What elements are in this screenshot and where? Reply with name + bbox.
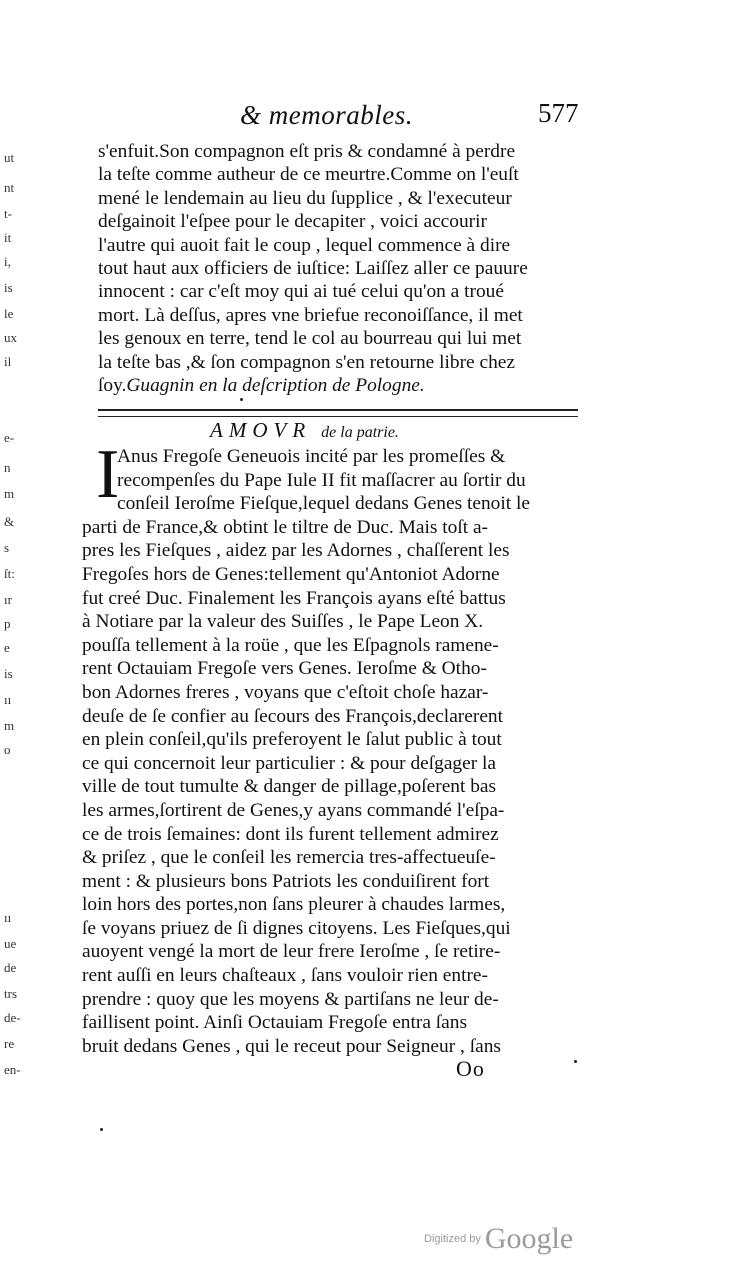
text-line: ſe voyans priuez de ſi dignes citoyens. Les Fieſques,qui: [82, 917, 511, 939]
text-line: fut creé Duc. Finalement les François ayans eſté battus: [82, 587, 506, 609]
text-line: pouſſa tellement à la roüe , que les Eſpagnols ramene-: [82, 634, 499, 656]
margin-fragment: trs: [4, 986, 17, 1001]
text-line: ſoy.Guagnin en la deſcription de Pologne.: [98, 375, 425, 397]
text-line: deſgainoit l'eſpee pour le decapiter , voici accourir: [98, 211, 487, 233]
digitized-watermark: [424, 1222, 573, 1256]
margin-fragment: ıı: [4, 910, 12, 925]
margin-fragment: is: [4, 280, 13, 295]
text-line: & priſez , que le conſeil les remercia tres-affectueuſe-: [82, 847, 496, 869]
text-line: les armes,ſortirent de Genes,y ayans commandé l'eſpa-: [82, 799, 505, 821]
margin-fragment: en-: [4, 1062, 21, 1077]
margin-fragment: n: [4, 460, 11, 475]
margin-fragment: ut: [4, 150, 15, 165]
text-line: rent Octauiam Fregoſe vers Genes. Ieroſme & Otho-: [82, 658, 487, 680]
text-line: l'autre qui auoit fait le coup , lequel commence à dire: [98, 234, 511, 256]
text-line: en plein conſeil,qu'ils preferoyent le ſalut public à tout: [82, 729, 502, 751]
section-title: [210, 418, 399, 443]
section-title-rest: de la patrie.: [321, 424, 399, 441]
drop-cap: I: [96, 436, 120, 513]
text-block-1: [98, 140, 586, 397]
margin-fragment: le: [4, 306, 14, 321]
text-line: ville de tout tumulte & danger de pillage,poſerent bas: [82, 776, 497, 798]
text-line: ment : & plusieurs bons Patriots les conduiſirent fort: [82, 870, 490, 892]
text-line: Fregoſes hors de Genes:tellement qu'Antoniot Adorne: [82, 563, 500, 585]
text-line: auoyent vengé la mort de leur frere Ieroſme , ſe retire-: [82, 941, 501, 963]
text-line: ce de trois ſemaines: dont ils furent tellement admirez: [82, 823, 499, 845]
google-logo: Google: [484, 1222, 574, 1255]
running-head: & memorables.: [240, 100, 413, 130]
margin-fragment: ſt:: [4, 566, 15, 581]
margin-fragment: p: [4, 616, 11, 631]
margin-fragment: de: [4, 960, 17, 975]
margin-fragment: ır: [4, 592, 12, 607]
text-line: s'enfuit.Son compagnon eſt pris & condamné à perdre: [98, 141, 516, 162]
margin-fragment: ue: [4, 936, 17, 951]
margin-fragment: m: [4, 718, 15, 733]
section-title-caps: AMOVR: [210, 418, 312, 442]
text-line: la teſte bas ,& ſon compagnon s'en retourne libre chez: [98, 351, 516, 373]
margin-fragment: e-: [4, 430, 15, 445]
margin-fragment: &: [4, 514, 15, 529]
signature-mark: Oo: [456, 1056, 485, 1081]
text-line: mené le lendemain au lieu du ſupplice , & l'executeur: [98, 187, 512, 209]
text-line: Anus Fregoſe Geneuois incité par les promeſſes &: [117, 446, 506, 467]
page-number: 577: [538, 98, 579, 128]
page-header: [240, 98, 600, 138]
text-line: conſeil Ieroſme Fieſque,lequel dedans Genes tenoit le: [117, 493, 530, 515]
margin-fragment: il: [4, 354, 12, 369]
ink-speck: [100, 1128, 103, 1131]
text-line: loin hors des portes,non ſans pleurer à chaudes larmes,: [82, 894, 506, 916]
text-line: à Notiare par la valeur des Suiſſes , le Pape Leon X.: [82, 611, 484, 633]
margin-fragment: re: [4, 1036, 15, 1051]
margin-fragment: i,: [4, 254, 11, 269]
margin-fragment: ux: [4, 330, 17, 345]
text-line: deuſe de ſe confier au ſecours des François,declarerent: [82, 705, 504, 727]
margin-fragment: nt: [4, 180, 15, 195]
margin-fragment: t-: [4, 206, 12, 221]
margin-fragment: de-: [4, 1010, 21, 1025]
margin-fragment: ıı: [4, 692, 12, 707]
text-line: faillisent point. Ainſi Octauiam Fregoſe entra ſans: [82, 1012, 468, 1034]
section-rule-thin: [98, 416, 578, 417]
text-line: rent auſſi en leurs chaſteaux , ſans vouloir rien entre-: [82, 965, 488, 987]
section-rule: [98, 409, 578, 411]
text-line: ce qui concernoit leur particulier : & pour deſgager la: [82, 752, 497, 774]
text-line: la teſte comme autheur de ce meurtre.Comme on l'euſt: [98, 164, 519, 186]
margin-fragment: e: [4, 640, 10, 655]
text-line: pres les Fieſques , aidez par les Adornes , chaſſerent les: [82, 540, 510, 562]
text-line: mort. Là deſſus, apres vne briefue reconoiſſance, il met: [98, 304, 523, 326]
text-line: recompenſes du Pape Iule II fit maſſacrer au ſortir du: [117, 469, 526, 491]
ink-speck: [574, 1060, 577, 1063]
margin-fragment: is: [4, 666, 13, 681]
text-block-2: [82, 445, 572, 1058]
text-line: les genoux en terre, tend le col au bourreau qui lui met: [98, 328, 522, 350]
text-line: parti de France,& obtint le tiltre de Duc. Mais toſt a-: [82, 516, 489, 538]
margin-fragment: s: [4, 540, 10, 555]
margin-fragment: it: [4, 230, 12, 245]
text-line: prendre : quoy que les moyens & partiſans ne leur de-: [82, 988, 499, 1010]
text-line: bruit dedans Genes , qui le receut pour Seigneur , ſans: [82, 1035, 501, 1057]
citation: Guagnin en la deſcription de Pologne.: [126, 375, 425, 397]
text-line: bon Adornes freres , voyans que c'eſtoit choſe hazar-: [82, 681, 489, 703]
text-line: innocent : car c'eſt moy qui ai tué celui qu'on a troué: [98, 281, 504, 303]
ink-speck: [240, 398, 243, 401]
margin-fragment: o: [4, 742, 11, 757]
margin-fragment: m: [4, 486, 15, 501]
text-line: tout haut aux officiers de iuſtice: Laiſſez aller ce pauure: [98, 258, 528, 280]
watermark-prefix: Digitized by: [424, 1233, 481, 1245]
